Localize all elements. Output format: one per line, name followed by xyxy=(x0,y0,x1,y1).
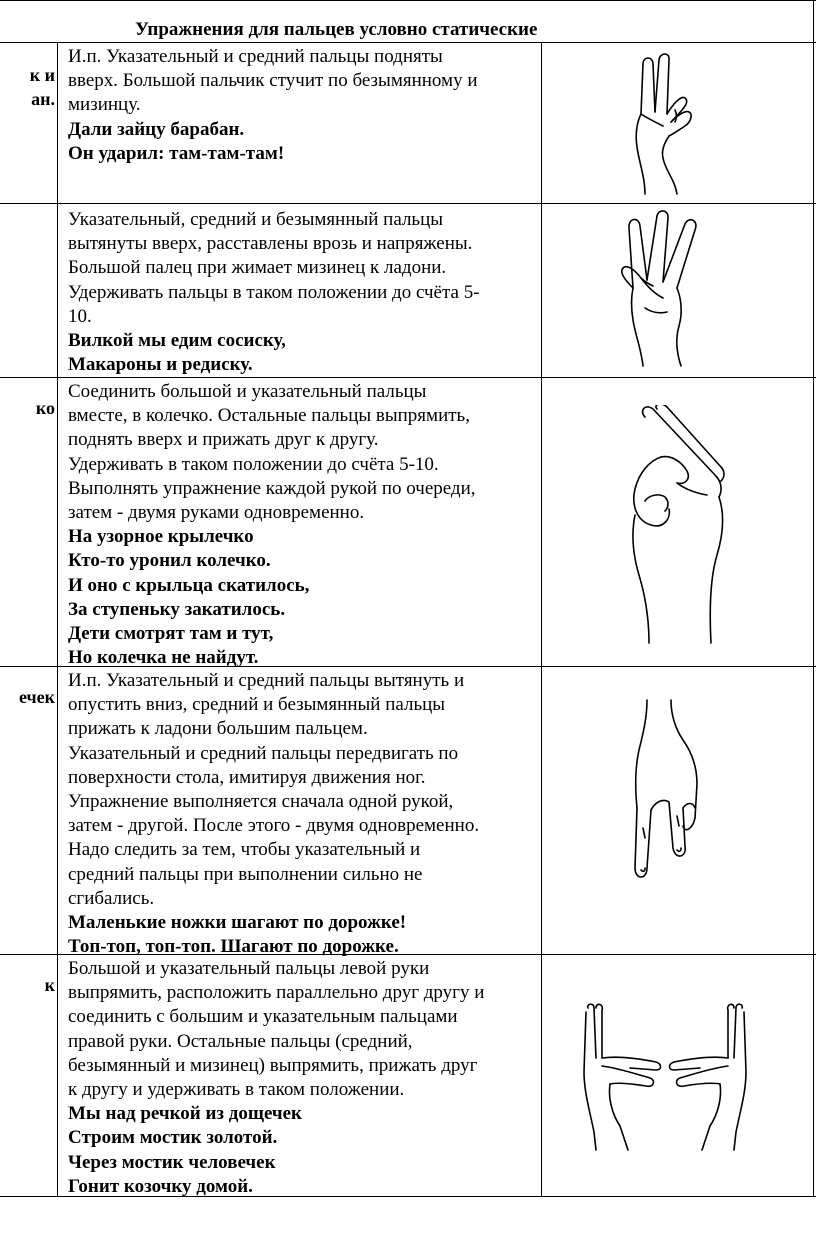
table-border-top xyxy=(0,0,816,1)
description-line: вверх. Большой пальчик стучит по безымянному и xyxy=(68,70,478,92)
description-line: Удерживать в таком положении до счёта 5-10. xyxy=(68,453,439,475)
description-line: прижать к ладони большим пальцем. xyxy=(68,718,368,740)
hand-three-fingers-up-icon xyxy=(615,208,715,368)
description-line: выпрямить, расположить параллельно друг другу и xyxy=(68,982,485,1004)
poem-line: Гонит козочку домой. xyxy=(68,1175,253,1197)
exercise-description xyxy=(68,45,538,166)
description-line: средний пальцы при выполнении сильно не xyxy=(68,863,423,885)
description-line: Выполнять упражнение каждой рукой по очереди, xyxy=(68,477,476,499)
description-line: поверхности стола, имитируя движения ног. xyxy=(68,766,426,788)
poem-line: Вилкой мы едим сосиску, xyxy=(68,330,286,352)
poem-line: Мы над речкой из дощечек xyxy=(68,1103,303,1125)
description-line: соединить с большим и указательным пальцами xyxy=(68,1006,458,1028)
exercise-description xyxy=(68,208,538,377)
poem-line: Макароны и редиску. xyxy=(68,354,253,376)
poem-line: Но колечка не найдут. xyxy=(68,647,259,669)
poem-line: Маленькие ножки шагают по дорожке! xyxy=(68,912,407,934)
description-line: Удерживать пальцы в таком положении до счёта 5- xyxy=(68,281,480,303)
description-line: Указательный, средний и безымянный пальцы xyxy=(68,209,444,230)
poem-line: За ступеньку закатилось. xyxy=(68,598,286,620)
description-line: затем - другой. После этого - двумя одновременно. xyxy=(68,815,480,837)
poem-line: Он ударил: там-там-там! xyxy=(68,142,285,164)
description-line: правой руки. Остальные пальцы (средний, xyxy=(68,1030,413,1052)
exercise-name: к xyxy=(44,975,55,995)
description-line: опустить вниз, средний и безымянный пальцы xyxy=(68,694,446,716)
poem-line: Топ-топ, топ-топ. Шагают по дорожке. xyxy=(68,936,399,958)
description-line: Большой палец при жимает мизинец к ладони. xyxy=(68,257,447,279)
description-line: вытянуты вверх, расставлены врозь и напряжены. xyxy=(68,233,473,255)
exercise-name: ечек xyxy=(18,687,55,707)
description-line: Упражнение выполняется сначала одной рукой, xyxy=(68,791,454,813)
page-title: Упражнения для пальцев условно статические xyxy=(135,19,538,40)
description-line: затем - двумя руками одновременно. xyxy=(68,502,365,524)
table-border-row1 xyxy=(0,203,816,204)
poem-line: На узорное крылечко xyxy=(68,526,254,548)
description-line: к другу и удерживать в таком положении. xyxy=(68,1079,405,1101)
description-line: вместе, в колечко. Остальные пальцы выпрямить, xyxy=(68,405,470,427)
exercise-name: к и ан. xyxy=(29,65,55,109)
description-line: сгибались. xyxy=(68,887,155,909)
description-line: Указательный и средний пальцы передвигать по xyxy=(68,742,459,764)
exercise-name: ко xyxy=(35,398,55,418)
table-border-col2 xyxy=(541,42,542,1197)
poem-line: Дали зайцу барабан. xyxy=(68,118,245,140)
exercise-name-cell xyxy=(0,378,55,666)
poem-line: Через мостик человечек xyxy=(68,1151,276,1173)
poem-line: И оно с крыльца скатилось, xyxy=(68,574,310,596)
hand-two-fingers-up-icon xyxy=(625,52,705,197)
exercise-name-cell xyxy=(0,955,55,1196)
description-line: поднять вверх и прижать друг к другу. xyxy=(68,429,379,451)
exercise-name-cell xyxy=(0,43,55,203)
description-line: 10. xyxy=(68,305,92,327)
table-border-col1 xyxy=(57,42,58,1197)
exercise-description xyxy=(68,669,538,959)
description-line: Соединить большой и указательный пальцы xyxy=(68,381,427,402)
hand-ring-gesture-icon xyxy=(615,405,730,645)
table-border-right xyxy=(813,0,814,1197)
table-border-header xyxy=(0,42,816,43)
description-line: И.п. Указательный и средний пальцы подняты xyxy=(68,46,443,67)
description-line: мизинцу. xyxy=(68,94,141,116)
two-hands-bridge-icon xyxy=(580,1002,750,1152)
description-line: И.п. Указательный и средний пальцы вытянуть и xyxy=(68,670,465,691)
poem-line: Кто-то уронил колечко. xyxy=(68,550,271,572)
description-line: безымянный и мизинец) выпрямить, прижать друг xyxy=(68,1054,478,1076)
description-line: Большой и указательный пальцы левой руки xyxy=(68,958,430,979)
exercise-description xyxy=(68,380,538,670)
hand-walking-fingers-icon xyxy=(625,698,715,888)
exercise-description xyxy=(68,957,538,1199)
poem-line: Дети смотрят там и тут, xyxy=(68,623,274,645)
exercise-name-cell xyxy=(0,667,55,954)
poem-line: Строим мостик золотой. xyxy=(68,1127,278,1149)
description-line: Надо следить за тем, чтобы указательный и xyxy=(68,839,421,861)
